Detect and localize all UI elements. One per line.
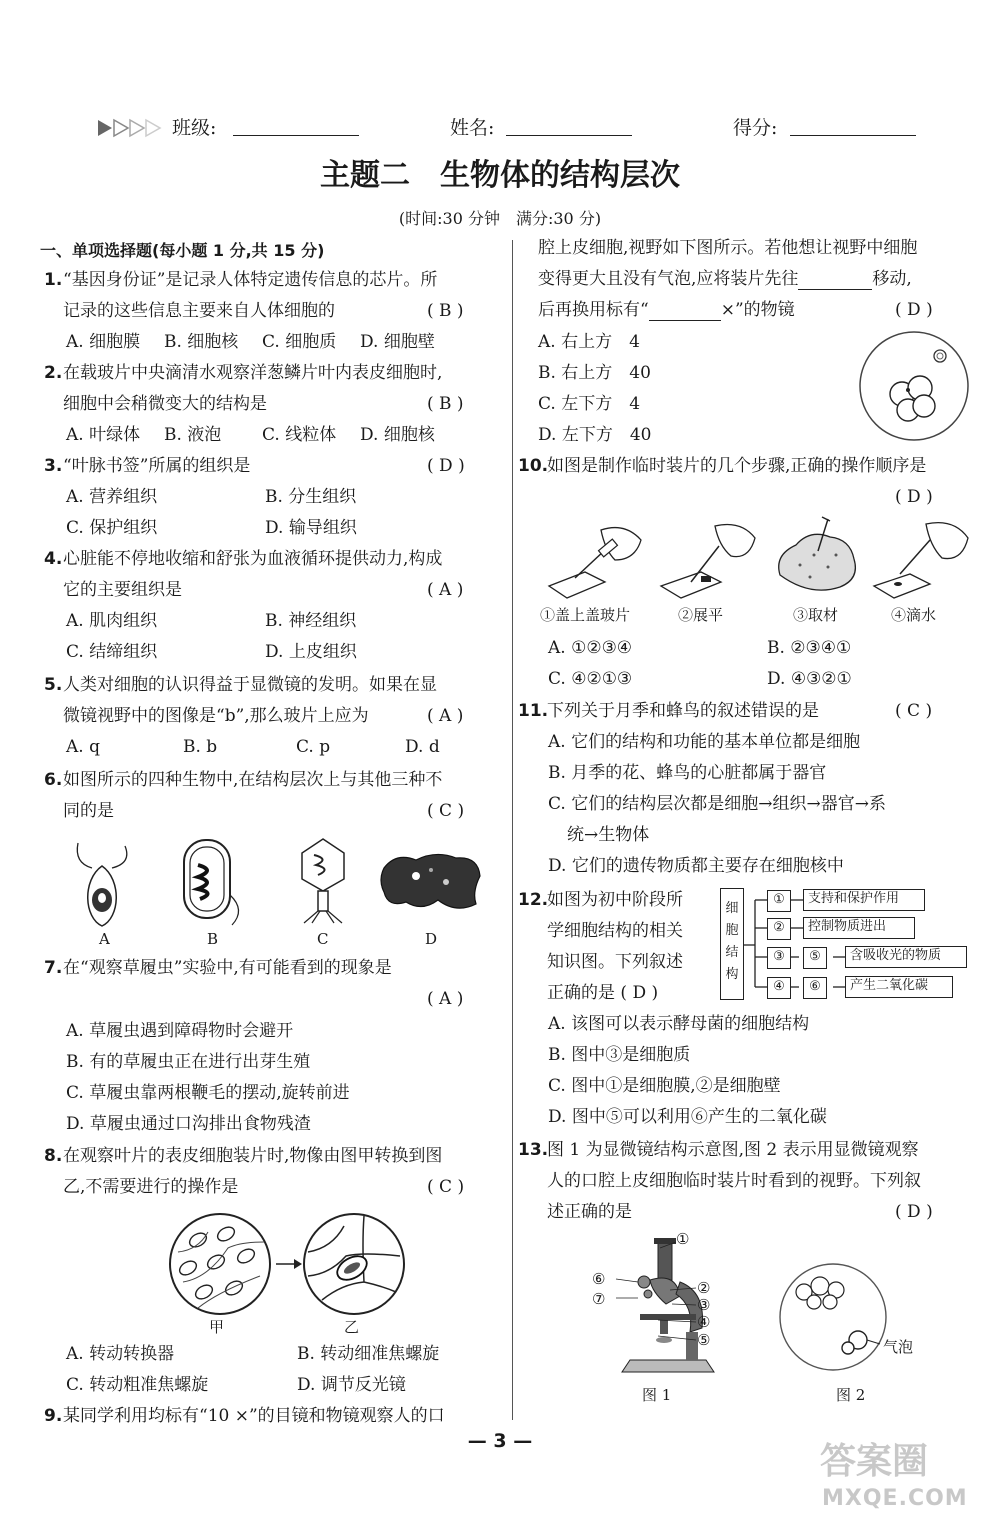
q8-option-d: D. 调节反光镜 (297, 1375, 406, 1395)
leaf-cells-figure-yi (302, 1212, 406, 1316)
microscope-part-4: ④ (697, 1313, 711, 1331)
q1-option-c: C. 细胞质 (262, 332, 337, 352)
score-field[interactable] (790, 135, 916, 136)
q2-number: 2. (44, 363, 63, 383)
q4-option-b: B. 神经组织 (265, 611, 357, 631)
q9-option-d: D. 左下方 40 (538, 425, 652, 445)
q3-option-d: D. 输导组织 (265, 518, 357, 538)
q8-option-c: C. 转动粗准焦螺旋 (66, 1375, 209, 1395)
q5-option-b: B. b (183, 737, 218, 757)
q8-line-2: 乙,不需要进行的操作是 (63, 1177, 239, 1197)
diagram-node-5-label: ⑤ (809, 949, 821, 964)
q10-step-2-label: ②展平 (678, 606, 724, 624)
q2-line-1: 在载玻片中央滴清水观察洋葱鳞片叶内表皮细胞时, (63, 363, 443, 383)
leaf-cells-figure-jia (168, 1212, 272, 1316)
diagram-node-1-label: ① (773, 892, 785, 907)
q7-answer: ( A ) (427, 989, 464, 1009)
q7-option-c: C. 草履虫靠两根鞭毛的摆动,旋转前进 (66, 1083, 350, 1103)
field-of-view-figure (778, 1262, 888, 1372)
q7-line-1: 在“观察草履虫”实验中,有可能看到的现象是 (63, 958, 392, 978)
section-heading: 一、单项选择题(每小题 1 分,共 15 分) (40, 241, 325, 260)
microscope-part-2: ② (697, 1279, 711, 1297)
q12-line-4 (547, 982, 658, 1004)
step-cover-slip-figure (545, 520, 645, 600)
watermark-url: MXQE.COM (822, 1486, 968, 1511)
q8-number: 8. (44, 1146, 63, 1166)
q9-blank-1[interactable] (798, 271, 872, 290)
q4-number: 4. (44, 549, 63, 569)
q12-option-b: B. 图中③是细胞质 (548, 1045, 691, 1065)
q4-line-2: 它的主要组织是 (63, 580, 182, 600)
q6-line-1: 如图所示的四种生物中,在结构层次上与其他三种不 (63, 770, 443, 790)
q9-line-2: 腔上皮细胞,视野如下图所示。若他想让视野中细胞 (538, 238, 918, 258)
q13-fig1-label: 图 1 (642, 1386, 672, 1404)
q12-line-3: 知识图。下列叙述 (547, 952, 683, 972)
q5-option-a: A. q (66, 737, 100, 757)
diagram-fn-5-label: 含吸收光的物质 (850, 948, 942, 963)
page-subtitle: (时间:30 分钟 满分:30 分) (398, 209, 602, 228)
bacterium-figure (176, 835, 246, 930)
diagram-node-6-label: ⑥ (809, 979, 821, 994)
microscope-part-1: ① (676, 1230, 690, 1248)
q4-line-1: 心脏能不停地收缩和舒张为血液循环提供动力,构成 (63, 549, 443, 569)
diagram-fn-1-label: 支持和保护作用 (808, 891, 900, 906)
q10-option-d: D. ④③②① (767, 669, 852, 689)
q8-option-a: A. 转动转换器 (66, 1344, 175, 1364)
q1-number: 1. (44, 270, 63, 290)
q13-answer: ( D ) (895, 1202, 933, 1222)
q1-option-d: D. 细胞壁 (360, 332, 435, 352)
q3-option-c: C. 保护组织 (66, 518, 158, 538)
q1-option-a: A. 细胞膜 (66, 332, 141, 352)
diagram-node-3-label: ③ (773, 949, 785, 964)
class-field[interactable] (233, 135, 359, 136)
class-label: 班级: (172, 117, 217, 139)
q11-option-a: A. 它们的结构和功能的基本单位都是细胞 (548, 732, 861, 752)
q8-label-yi: 乙 (344, 1318, 360, 1336)
q2-option-b: B. 液泡 (164, 425, 222, 445)
microscope-leader-lines (600, 1236, 700, 1346)
q5-option-d: D. d (405, 737, 440, 757)
diagram-root-label: 细胞结构 (725, 901, 739, 982)
q6-label-d: D (425, 930, 438, 948)
q6-label-c: C (317, 930, 329, 948)
q7-option-d: D. 草履虫通过口沟排出食物残渣 (66, 1114, 311, 1134)
watermark-logo: 答案圈 (820, 1441, 929, 1482)
q10-step-1-label: ①盖上盖玻片 (540, 606, 631, 624)
q2-option-c: C. 线粒体 (262, 425, 337, 445)
q11-option-c-cont: 统→生物体 (567, 825, 650, 845)
q11-line-1: 下列关于月季和蜂鸟的叙述错误的是 (547, 701, 819, 721)
q12-option-d: D. 图中⑤可以利用⑥产生的二氧化碳 (548, 1107, 827, 1127)
q7-option-b: B. 有的草履虫正在进行出芽生殖 (66, 1052, 311, 1072)
microscope-part-5: ⑤ (697, 1331, 711, 1349)
q2-answer: ( B ) (427, 394, 464, 414)
q12-answer: ( D ) (620, 983, 659, 1003)
q9-option-c: C. 左下方 4 (538, 394, 641, 414)
q5-line-1: 人类对细胞的认识得益于显微镜的发明。如果在显 (63, 675, 437, 695)
q3-answer: ( D ) (427, 456, 465, 476)
microscope-view-figure (858, 330, 970, 442)
q2-option-d: D. 细胞核 (360, 425, 435, 445)
diagram-node-4-label: ④ (773, 979, 785, 994)
q13-line-3: 述正确的是 (547, 1202, 632, 1222)
q6-label-a: A (99, 930, 110, 948)
q12-line-2: 学细胞结构的相关 (547, 921, 683, 941)
q12-line-1: 如图为初中阶段所 (547, 890, 683, 910)
arrow-icon (276, 1258, 302, 1270)
q3-number: 3. (44, 456, 63, 476)
q8-line-1: 在观察叶片的表皮细胞装片时,物像由图甲转换到图 (63, 1146, 443, 1166)
q10-option-b: B. ②③④① (767, 638, 852, 658)
q9-line-3-text: 变得更大且没有气泡,应将装片先往 (538, 269, 799, 289)
q6-answer: ( C ) (427, 801, 465, 821)
q4-option-c: C. 结缔组织 (66, 642, 158, 662)
q5-line-2: 微镜视野中的图像是“b”,那么玻片上应为 (63, 706, 369, 726)
q1-answer: ( B ) (427, 301, 464, 321)
microscope-part-7: ⑦ (592, 1290, 606, 1308)
q12-option-c: C. 图中①是细胞膜,②是细胞壁 (548, 1076, 781, 1096)
amoeba-figure (376, 848, 486, 916)
q10-option-a: A. ①②③④ (548, 638, 633, 658)
header-arrows-icon (98, 118, 162, 138)
q2-option-a: A. 叶绿体 (66, 425, 141, 445)
score-label: 得分: (733, 117, 778, 139)
column-divider (512, 240, 513, 1420)
q11-answer: ( C ) (895, 701, 933, 721)
q8-answer: ( C ) (427, 1177, 465, 1197)
q10-step-4-label: ④滴水 (891, 606, 937, 624)
q6-number: 6. (44, 770, 63, 790)
bubble-label: 气泡 (883, 1338, 914, 1356)
diagram-node-2-label: ② (773, 920, 785, 935)
q7-option-a: A. 草履虫遇到障碍物时会避开 (66, 1021, 294, 1041)
diagram-fn-2-label: 控制物质进出 (808, 919, 887, 934)
name-label: 姓名: (450, 117, 495, 139)
euglena-figure (70, 838, 140, 930)
q11-option-d: D. 它们的遗传物质都主要存在细胞核中 (548, 856, 844, 876)
q10-option-c: C. ④②①③ (548, 669, 633, 689)
q5-number: 5. (44, 675, 63, 695)
q2-line-2: 细胞中会稍微变大的结构是 (63, 394, 267, 414)
q11-option-b: B. 月季的花、蜂鸟的心脏都属于器官 (548, 763, 827, 783)
name-field[interactable] (506, 135, 632, 136)
q5-answer: ( A ) (427, 706, 464, 726)
q4-option-a: A. 肌肉组织 (66, 611, 158, 631)
q10-answer: ( D ) (895, 487, 933, 507)
q9-blank-2[interactable] (649, 302, 721, 321)
q10-line-1: 如图是制作临时装片的几个步骤,正确的操作顺序是 (547, 456, 927, 476)
microscope-part-6: ⑥ (592, 1270, 606, 1288)
q5-option-c: C. p (296, 737, 331, 757)
q9-line-3 (538, 268, 912, 290)
q8-option-b: B. 转动细准焦螺旋 (297, 1344, 440, 1364)
q1-option-b: B. 细胞核 (164, 332, 239, 352)
q9-line-3-tail: 移动, (872, 269, 912, 289)
step-drop-water-figure (870, 518, 970, 600)
q1-line-2: 记录的这些信息主要来自人体细胞的 (63, 301, 335, 321)
q3-line-1: “叶脉书签”所属的组织是 (63, 456, 251, 476)
q10-step-3-label: ③取材 (793, 606, 839, 624)
q3-option-b: B. 分生组织 (265, 487, 357, 507)
q3-option-a: A. 营养组织 (66, 487, 158, 507)
q9-option-b: B. 右上方 40 (538, 363, 651, 383)
q12-line-4-text: 正确的是 (547, 983, 615, 1003)
q9-line-4 (538, 299, 795, 321)
virus-figure (290, 835, 356, 925)
q1-line-1: “基因身份证”是记录人体特定遗传信息的芯片。所 (63, 270, 438, 290)
page-title: 主题二 生物体的结构层次 (320, 158, 680, 193)
q12-number: 12. (518, 890, 549, 910)
q12-option-a: A. 该图可以表示酵母菌的细胞结构 (548, 1014, 810, 1034)
q13-fig2-label: 图 2 (836, 1386, 866, 1404)
microscope-part-3: ③ (697, 1296, 711, 1314)
q10-number: 10. (518, 456, 549, 476)
step-spread-figure (657, 520, 757, 600)
q9-answer: ( D ) (895, 300, 933, 320)
q9-option-a: A. 右上方 4 (538, 332, 640, 352)
q13-line-2: 人的口腔上皮细胞临时装片时看到的视野。下列叙 (547, 1171, 921, 1191)
q8-label-jia: 甲 (209, 1318, 225, 1336)
diagram-fn-6-label: 产生二氧化碳 (850, 978, 929, 993)
q9-line-1: 某同学利用均标有“10 ×”的目镜和物镜观察人的口 (63, 1406, 445, 1426)
q4-option-d: D. 上皮组织 (265, 642, 357, 662)
q4-answer: ( A ) (427, 580, 464, 600)
step-take-material-figure (770, 515, 865, 600)
q9-line-4-tail: ×”的物镜 (720, 300, 795, 320)
q6-label-b: B (207, 930, 219, 948)
q13-line-1: 图 1 为显微镜结构示意图,图 2 表示用显微镜观察 (547, 1140, 919, 1160)
q11-number: 11. (518, 701, 549, 721)
q6-line-2: 同的是 (63, 801, 114, 821)
q7-number: 7. (44, 958, 63, 978)
page-number: — 3 — (467, 1430, 533, 1452)
q9-line-4-text: 后再换用标有“ (538, 300, 649, 320)
q9-number: 9. (44, 1406, 63, 1426)
q13-number: 13. (518, 1140, 549, 1160)
q11-option-c: C. 它们的结构层次都是细胞→组织→器官→系 (548, 794, 886, 814)
